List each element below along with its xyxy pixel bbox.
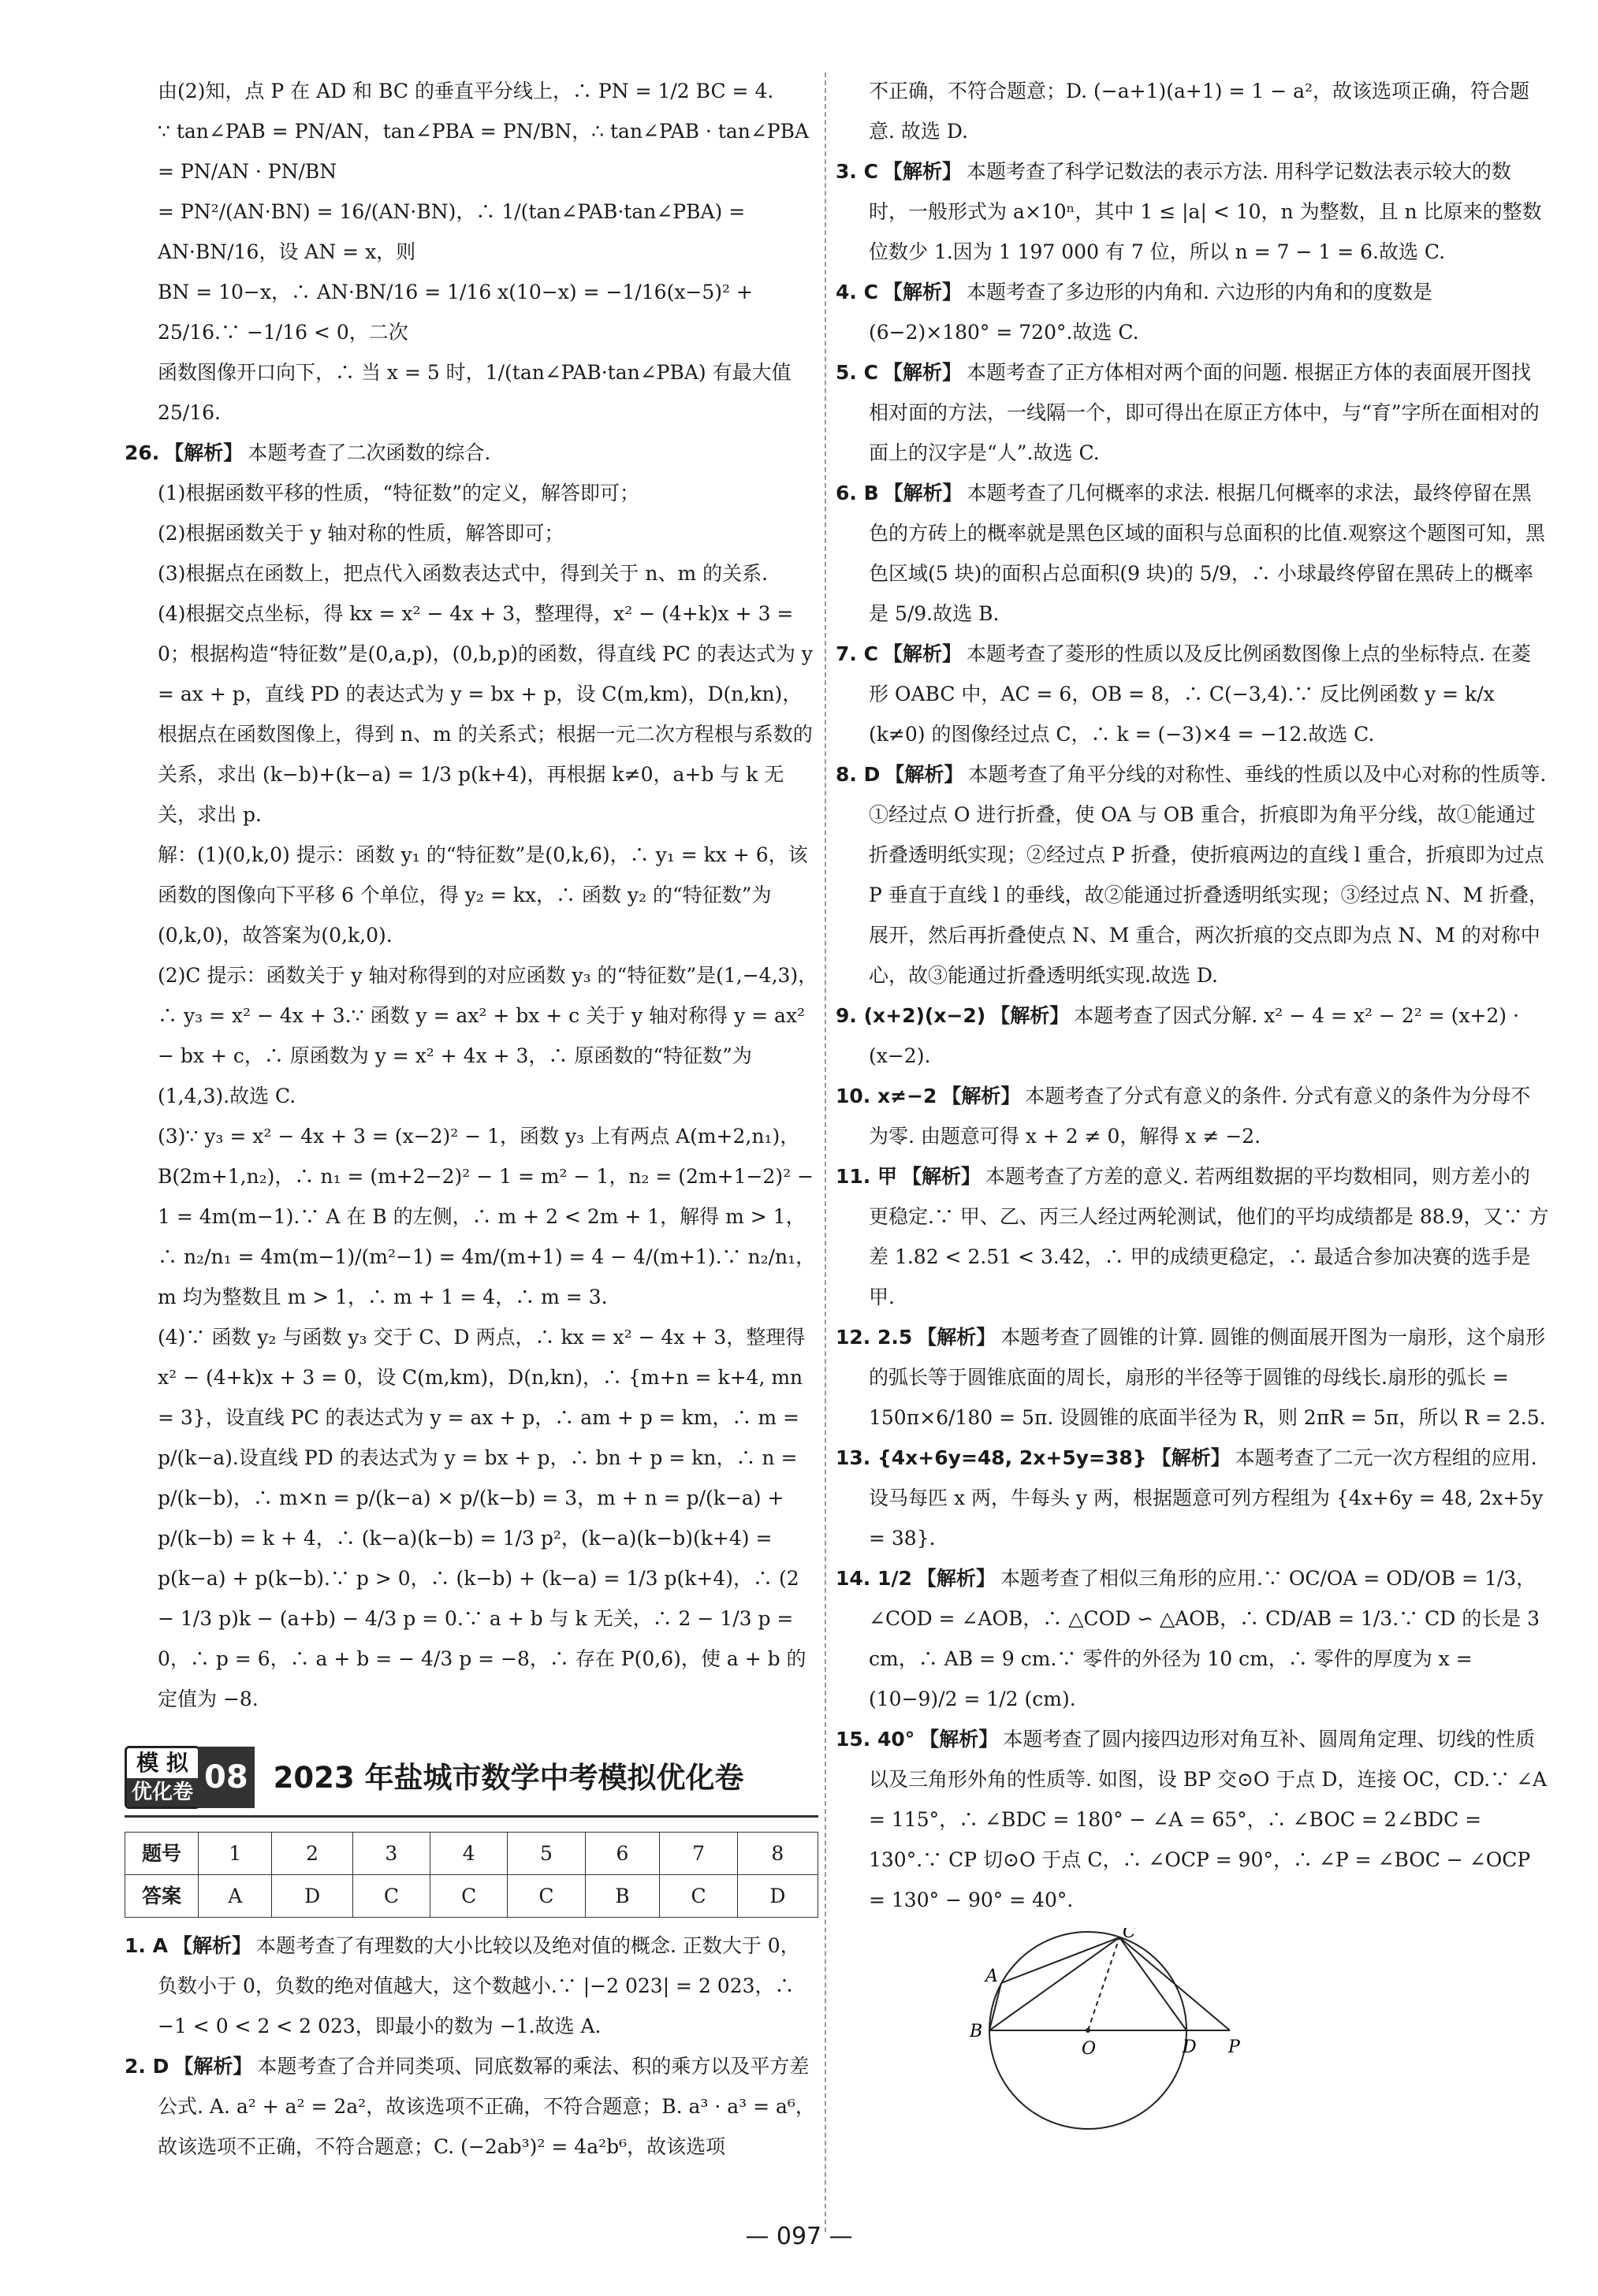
column-divider <box>825 73 826 2232</box>
answer-number: 14. 1/2 <box>836 1567 912 1590</box>
label-a: A <box>985 1967 998 1986</box>
answer-number: 8. D <box>836 763 881 786</box>
answer-text: 本题考查了几何概率的求法. 根据几何概率的求法，最终停留在黑色的方砖上的概率就是黑色区域的面积与总面积的比值.观察这个题图可知，黑色区域(5 块)的面积占总面积(9 块)的 5/9，∴ 小球最终停留在黑砖上的概率是 5/9.故选 B. <box>869 482 1545 625</box>
text-line: BN = 10−x，∴ AN·BN/16 = 1/16 x(10−x) = −1/16(x−5)² + 25/16.∵ −1/16 < 0，二次 <box>158 281 753 344</box>
line-cd <box>1119 1937 1186 2030</box>
analysis-tag: 【解析】 <box>164 441 244 464</box>
table-header: 答案 <box>125 1875 199 1918</box>
analysis-tag: 【解析】 <box>882 160 962 183</box>
text-line: ∵ tan∠PAB = PN/AN，tan∠PBA = PN/BN，∴ tan∠PAB · tan∠PBA = PN/AN · PN/BN <box>158 120 810 183</box>
label-p: P <box>1228 2037 1240 2057</box>
answer-item <box>836 352 1549 473</box>
table-cell: C <box>430 1875 508 1918</box>
badge-number: 08 <box>198 1747 255 1808</box>
answer-number: 1. A <box>125 1934 168 1957</box>
text-paragraph: (3)∵ y₃ = x² − 4x + 3 = (x−2)² − 1，函数 y₃ 上有两点 A(m+2,n₁)，B(2m+1,n₂)，∴ n₁ = (m+2−2)² − 1 = m² − 1，n₂ = (2m+1−2)² − 1 = 4m(m−1).∵ A 在 B 的左侧，∴ m + 2 < 2m + 1，解得 m > 1，∴ n₂/n₁ = 4m(m−1)/(m²−1) = 4m/(m+1) = 4 − 4/(m+1).∵ n₂/n₁，m 均为整数且 m > 1，∴ m + 1 = 4，∴ m = 3. <box>158 1125 816 1308</box>
right-column <box>836 71 1549 2154</box>
answer-item <box>125 2046 818 2167</box>
answer-item <box>836 1438 1549 1558</box>
answer-text: 本题考查了方差的意义. 若两组数据的平均数相同，则方差小的更稳定.∵ 甲、乙、丙三人经过两轮测试，他们的平均成绩都是 88.9，又∵ 方差 1.82 < 2.51 < 3.42，∴ 甲的成绩更稳定，∴ 最适合参加决赛的选手是甲. <box>869 1165 1549 1308</box>
answer-number: 12. 2.5 <box>836 1326 913 1349</box>
answer-number: 13. {4x+6y=48, 2x+5y=38} <box>836 1446 1147 1469</box>
badge-bottom: 优化卷 <box>127 1778 198 1807</box>
analysis-tag: 【解析】 <box>919 1728 999 1751</box>
answer-number: 10. x≠−2 <box>836 1085 937 1107</box>
answer-item <box>836 1719 1549 1920</box>
text-paragraph: (4)根据交点坐标，得 kx = x² − 4x + 3，整理得，x² − (4+k)x + 3 = 0；根据构造“特征数”是(0,a,p)，(0,b,p)的函数，得直线 PC 的表达式为 y = ax + p，直线 PD 的表达式为 y = bx + p，设 C(m,km)，D(n,kn)，根据点在函数图像上，得到 n、m 的关系式；根据一元二次方程根与系数的关系，求出 (k−b)+(k−a) = 1/3 p(k+4)，再根据 k≠0，a+b 与 k 无关，求出 p. <box>158 602 813 826</box>
analysis-tag: 【解析】 <box>941 1085 1021 1107</box>
answer-item <box>836 272 1549 352</box>
answer-table <box>125 1832 818 1918</box>
text-paragraph: 不正确，不符合题意；D. (−a+1)(a+1) = 1 − a²，故该选项正确，符合题意. 故选 D. <box>869 80 1530 143</box>
line-cp <box>1119 1937 1230 2030</box>
table-cell: 3 <box>352 1833 430 1875</box>
analysis-tag: 【解析】 <box>882 281 962 303</box>
answer-item <box>836 473 1549 634</box>
table-header: 题号 <box>125 1833 199 1875</box>
text-paragraph: 解：(1)(0,k,0) 提示：函数 y₁ 的“特征数”是(0,k,6)，∴ y₁ = kx + 6，该函数的图像向下平移 6 个单位，得 y₂ = kx，∴ 函数 y₂ 的“特征数”为(0,k,0)，故答案为(0,k,0). <box>158 843 808 947</box>
table-cell: D <box>737 1875 818 1918</box>
answer-item <box>836 1317 1549 1438</box>
answer-text: 本题考查了分式有意义的条件. 分式有意义的条件为分母不为零. 由题意可得 x + 2 ≠ 0，解得 x ≠ −2. <box>869 1085 1531 1148</box>
table-cell: 4 <box>430 1833 508 1875</box>
answer-text: 本题考查了圆内接四边形对角互补、圆周角定理、切线的性质以及三角形外角的性质等. 如图，设 BP 交⊙O 于点 D，连接 OC，CD.∵ ∠A = 115°，∴ ∠BDC = 180° − ∠A = 65°，∴ ∠BOC = 2∠BDC = 130°.∵ CP 切⊙O 于点 C，∴ ∠OCP = 90°，∴ ∠P = ∠BOC − ∠OCP = 130° − 90° = 40°. <box>869 1728 1548 1911</box>
analysis-tag: 【解析】 <box>883 482 963 504</box>
answer-number: 7. C <box>836 642 878 665</box>
analysis-tag: 【解析】 <box>172 1934 251 1957</box>
answer-text: 本题考查了合并同类项、同底数幂的乘法、积的乘方以及平方差公式. A. a² + a² = 2a²，故该选项不正确，不符合题意；B. a³ · a³ = a⁶，故该选项不正确，不符合题意；C. (−2ab³)² = 4a²b⁶，故该选项 <box>158 2055 815 2158</box>
answer-item <box>836 754 1549 995</box>
answer-item <box>125 1926 818 2046</box>
table-cell: 8 <box>737 1833 818 1875</box>
text-line: (3)根据点在函数上，把点代入函数表达式中，得到关于 n、m 的关系. <box>158 562 769 585</box>
answer-number: 9. (x+2)(x−2) <box>836 1004 986 1027</box>
answer-number: 5. C <box>836 361 878 384</box>
answer-item <box>836 1156 1549 1317</box>
answer-item <box>836 151 1549 272</box>
text-line: (1)根据函数平移的性质，“特征数”的定义，解答即可； <box>158 482 639 504</box>
line-bc <box>989 1937 1119 2030</box>
label-b: B <box>970 2022 983 2041</box>
answer-number: 4. C <box>836 281 878 303</box>
question-intro: 本题考查了二次函数的综合. <box>248 441 491 464</box>
label-o: O <box>1082 2039 1097 2059</box>
answer-text: 本题考查了二元一次方程组的应用. 设马每匹 x 两，牛每头 y 两，根据题意可列方程组为 {4x+6y = 48, 2x+5y = 38}. <box>869 1446 1544 1550</box>
answer-number: 2. D <box>125 2055 169 2078</box>
answer-text: 本题考查了因式分解. x² − 4 = x² − 2² = (x+2) · (x−2). <box>869 1004 1519 1067</box>
table-cell: 6 <box>585 1833 660 1875</box>
table-cell: A <box>199 1875 272 1918</box>
analysis-tag: 【解析】 <box>882 361 962 384</box>
line-oc <box>1088 1937 1119 2030</box>
answer-item <box>836 1558 1549 1719</box>
table-cell: 2 <box>272 1833 352 1875</box>
analysis-tag: 【解析】 <box>917 1326 996 1349</box>
page-number: — 097 — <box>745 2223 853 2250</box>
section-header <box>125 1746 818 1818</box>
answer-text: 本题考查了相似三角形的应用.∵ OC/OA = OD/OB = 1/3，∠COD = ∠AOB，∴ △COD ∽ △AOB，∴ CD/AB = 1/3.∵ CD 的长是 3 cm，∴ AB = 9 cm.∵ 零件的外径为 10 cm，∴ 零件的厚度为 x = (10−9)/2 = 1/2 (cm). <box>869 1567 1540 1710</box>
answer-text: 本题考查了正方体相对两个面的问题. 根据正方体的表面展开图找相对面的方法，一线隔一个，即可得出在原正方体中，与“育”字所在面相对的面上的汉字是“人”.故选 C. <box>869 361 1540 464</box>
analysis-tag: 【解析】 <box>902 1165 982 1188</box>
answer-text: 本题考查了多边形的内角和. 六边形的内角和的度数是 (6−2)×180° = 720°.故选 C. <box>869 281 1432 344</box>
table-cell: C <box>660 1875 737 1918</box>
answer-text: 本题考查了圆锥的计算. 圆锥的侧面展开图为一扇形，这个扇形的弧长等于圆锥底面的周长，扇形的半径等于圆锥的母线长.扇形的弧长 = 150π×6/180 = 5π. 设圆锥的底面半径为 R，则 2πR = 5π，所以 R = 2.5. <box>869 1326 1546 1429</box>
analysis-tag: 【解析】 <box>990 1004 1070 1027</box>
question-26 <box>125 433 818 473</box>
table-cell: C <box>352 1875 430 1918</box>
table-cell: D <box>272 1875 352 1918</box>
left-column <box>125 71 818 2167</box>
analysis-tag: 【解析】 <box>916 1567 996 1590</box>
analysis-tag: 【解析】 <box>173 2055 253 2078</box>
text-line: = PN²/(AN·BN) = 16/(AN·BN)，∴ 1/(tan∠PAB·tan∠PBA) = AN·BN/16，设 AN = x，则 <box>158 200 746 263</box>
text-line: (2)根据函数关于 y 轴对称的性质，解答即可； <box>158 522 564 545</box>
answer-text: 本题考查了菱形的性质以及反比例函数图像上点的坐标特点. 在菱形 OABC 中，AC = 6，OB = 8，∴ C(−3,4).∵ 反比例函数 y = k/x (k≠0) 的图像经过点 C，∴ k = (−3)×4 = −12.故选 C. <box>869 642 1531 746</box>
answer-number: 11. 甲 <box>836 1165 897 1188</box>
table-cell: 7 <box>660 1833 737 1875</box>
text-line: 由(2)知，点 P 在 AD 和 BC 的垂直平分线上，∴ PN = 1/2 BC = 4. <box>158 80 774 102</box>
geometry-diagram <box>970 1928 1301 2141</box>
answer-item <box>836 1076 1549 1156</box>
label-d: D <box>1183 2037 1197 2057</box>
table-row <box>125 1875 818 1918</box>
analysis-tag: 【解析】 <box>1151 1446 1231 1469</box>
exam-badge <box>125 1746 200 1809</box>
badge-top: 模 拟 <box>127 1748 198 1778</box>
text-line: 函数图像开口向下，∴ 当 x = 5 时，1/(tan∠PAB·tan∠PBA) 有最大值 25/16. <box>158 361 792 424</box>
point-o <box>1086 2028 1090 2033</box>
circle-tangent-figure <box>970 1928 1549 2154</box>
answer-text: 本题考查了角平分线的对称性、垂线的性质以及中心对称的性质等. ①经过点 O 进行折叠，使 OA 与 OB 重合，折痕即为角平分线，故①能通过折叠透明纸实现；②经过点 P 折叠，使折痕两边的直线 l 重合，折痕即为过点 P 垂直于直线 l 的垂线，故②能通过折叠透明纸实现；③经过点 N、M 折叠，展开，然后再折叠使点 N、M 重合，两次折痕的交点即为点 N、M 的对称中心，故③能通过折叠透明纸实现.故选 D. <box>869 763 1549 987</box>
analysis-tag: 【解析】 <box>882 642 962 665</box>
table-cell: 5 <box>508 1833 585 1875</box>
table-cell: 1 <box>199 1833 272 1875</box>
text-paragraph: (2)C 提示：函数关于 y 轴对称得到的对应函数 y₃ 的“特征数”是(1,−4,3)，∴ y₃ = x² − 4x + 3.∵ 函数 y = ax² + bx + c 关于 y 轴对称得 y = ax² − bx + c，∴ 原函数为 y = x² + 4x + 3，∴ 原函数的“特征数”为(1,4,3).故选 C. <box>158 964 818 1107</box>
table-cell: B <box>585 1875 660 1918</box>
label-c: C <box>1123 1928 1136 1942</box>
analysis-tag: 【解析】 <box>885 763 964 786</box>
question-number: 26. <box>125 441 160 464</box>
table-cell: C <box>508 1875 585 1918</box>
table-row <box>125 1833 818 1875</box>
answer-item <box>836 634 1549 754</box>
section-title: 2023 年盐城市数学中考模拟优化卷 <box>273 1760 744 1795</box>
answer-number: 15. 40° <box>836 1728 915 1751</box>
answer-text: 本题考查了科学记数法的表示方法. 用科学记数法表示较大的数时，一般形式为 a×10ⁿ，其中 1 ≤ |a| < 10，n 为整数，且 n 比原来的整数位数少 1.因为 1 197 000 有 7 位，所以 n = 7 − 1 = 6.故选 C. <box>869 160 1542 263</box>
answer-number: 6. B <box>836 482 879 504</box>
answer-text: 本题考查了有理数的大小比较以及绝对值的概念. 正数大于 0，负数小于 0，负数的绝对值越大，这个数越小.∵ |−2 023| = 2 023，∴ −1 < 0 < 2 < 2 023，即最小的数为 −1.故选 A. <box>158 1934 800 2037</box>
text-paragraph: (4)∵ 函数 y₂ 与函数 y₃ 交于 C、D 两点，∴ kx = x² − 4x + 3，整理得 x² − (4+k)x + 3 = 0，设 C(m,km)，D(n,kn)，∴ {m+n = k+4, mn = 3}，设直线 PC 的表达式为 y = ax + p，∴ am + p = km，∴ m = p/(k−a).设直线 PD 的表达式为 y = bx + p，∴ bn + p = kn，∴ n = p/(k−b)，∴ m×n = p/(k−a) × p/(k−b) = 3，m + n = p/(k−a) + p/(k−b) = k + 4，∴ (k−a)(k−b) = 1/3 p²，(k−a)(k−b)(k+4) = p(k−a) + p(k−b).∵ p > 0，∴ (k−b) + (k−a) = 1/3 p(k+4)，∴ (2 − 1/3 p)k − (a+b) − 4/3 p = 0.∵ a + b 与 k 无关，∴ 2 − 1/3 p = 0，∴ p = 6，∴ a + b = − 4/3 p = −8，∴ 存在 P(0,6)，使 a + b 的定值为 −8. <box>158 1326 806 1710</box>
answer-number: 3. C <box>836 160 878 183</box>
answer-item <box>836 995 1549 1076</box>
